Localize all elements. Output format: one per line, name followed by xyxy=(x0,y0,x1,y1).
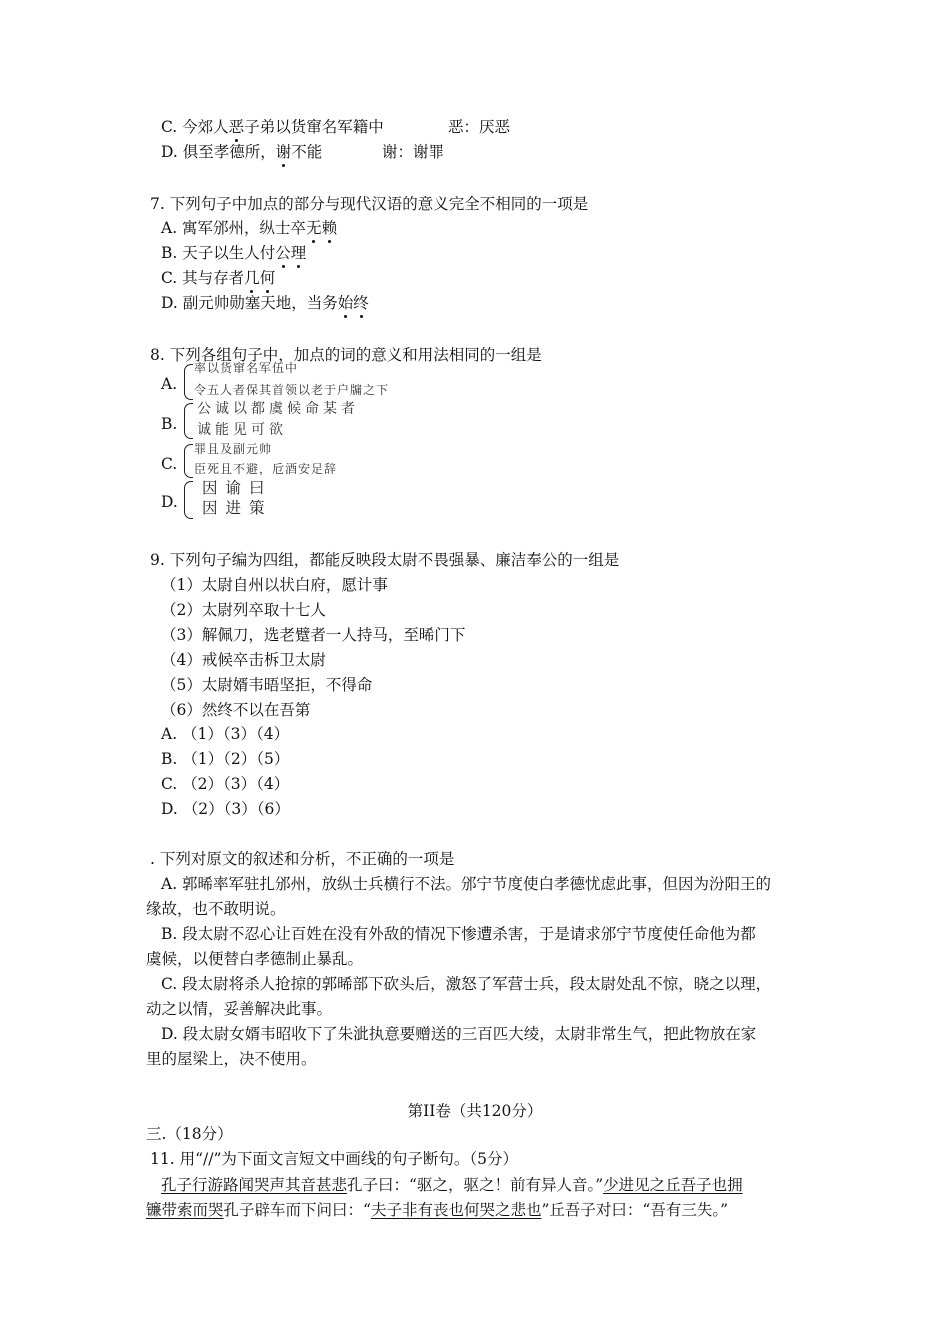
q9-item: （2）太尉列卒取十七人 xyxy=(161,601,326,619)
q7-stem: 7. 下列句子中加点的部分与现代汉语的意义完全不相同的一项是 xyxy=(150,195,589,213)
q10-option-c-line2: 动之以情，妥善解决此事。 xyxy=(146,1000,333,1018)
q9-option-b: B. （1）（2）（5） xyxy=(161,750,290,768)
q10-option-b-line1: B. 段太尉不忍心让百姓在没有外敌的情况下惨遭杀害，于是请求邠宁节度使任命他为都 xyxy=(161,925,756,943)
q11-passage-line2: 镰带索而哭孔子辟车而下问曰：“夫子非有丧也何哭之悲也”丘吾子对曰：“吾有三失。” xyxy=(146,1201,728,1219)
underlined-sentence: 夫子非有丧也何哭之悲也 xyxy=(370,1201,542,1219)
q8-option-d-line1: 因谕曰 xyxy=(202,479,273,497)
q8-option-d-line2: 因进策 xyxy=(202,499,273,517)
q11-passage-line1: 孔子行游路闻哭声其音甚悲孔子曰：“驱之，驱之！前有异人音。”少进见之丘吾子也拥 xyxy=(161,1176,743,1194)
brace xyxy=(184,481,193,519)
q6-option-c: C. 今郊人恶子弟以货窜名军籍中 xyxy=(161,118,384,136)
q10-option-d-line2: 里的屋梁上，决不使用。 xyxy=(146,1050,317,1068)
q9-option-a: A. （1）（3）（4） xyxy=(161,725,290,743)
q7-option-a: A. 寓军邠州，纵士卒无赖 xyxy=(161,219,338,237)
q10-option-b-line2: 虞候，以便替白孝德制止暴乱。 xyxy=(146,950,364,968)
q7-option-b: B. 天子以生人付公理 xyxy=(161,244,307,262)
q10-stem: . 下列对原文的叙述和分析，不正确的一项是 xyxy=(150,850,455,868)
dotted-char: 几 xyxy=(244,269,260,287)
q8-option-c-line1: 罪且及副元帅 xyxy=(194,442,273,456)
q8-option-a-label: A. xyxy=(161,375,178,393)
q10-option-c-line1: C. 段太尉将杀人抢掠的郭晞部下砍头后，激怒了军营士兵，段太尉处乱不惊，晓之以理， xyxy=(161,975,772,993)
q8-option-c-label: C. xyxy=(161,455,178,473)
q8-option-b-label: B. xyxy=(161,415,178,433)
q9-option-d: D. （2）（3）（6） xyxy=(161,800,290,818)
brace xyxy=(184,444,193,478)
q6-option-d-gloss: 谢：谢罪 xyxy=(382,143,445,161)
q9-item: （1）太尉自州以状白府，愿计事 xyxy=(161,576,388,594)
dotted-char: 公 xyxy=(275,244,291,262)
q8-option-b-line1: 公诚以都虞候命某者 xyxy=(197,401,359,417)
dotted-char: 理 xyxy=(290,244,307,262)
q8-option-a-line2: 令五人者保其首领以老于户牖之下 xyxy=(194,383,390,397)
dotted-char: 恶 xyxy=(228,118,245,136)
dotted-char: 终 xyxy=(353,294,369,312)
q8-option-d-label: D. xyxy=(161,493,178,511)
q7-option-c: C. 其与存者几何 xyxy=(161,269,276,287)
dotted-char: 无 xyxy=(306,219,322,237)
q10-option-d-line1: D. 段太尉女婿韦昭收下了朱泚执意要赠送的三百匹大绫，太尉非常生气，把此物放在家 xyxy=(161,1025,757,1043)
q9-item: （5）太尉婿韦晤坚拒，不得命 xyxy=(161,676,373,694)
brace xyxy=(184,403,193,439)
underlined-sentence: 少进见之丘吾子也拥 xyxy=(603,1176,743,1194)
q8-stem: 8. 下列各组句子中，加点的词的意义和用法相同的一组是 xyxy=(150,346,542,364)
q7-option-d: D. 副元帅勋塞天地，当务始终 xyxy=(161,294,369,312)
dotted-char: 赖 xyxy=(321,219,338,237)
part-two-title: 第II卷（共120分） xyxy=(407,1102,543,1120)
q8-option-a-line1: 率以货窜名军伍中 xyxy=(194,361,299,375)
q9-item: （3）解佩刀，选老躄者一人持马，至晞门下 xyxy=(161,626,466,644)
dotted-char: 何 xyxy=(259,269,276,287)
q9-stem: 9. 下列句子编为四组，都能反映段太尉不畏强暴、廉洁奉公的一组是 xyxy=(150,551,620,569)
q8-option-c-line2: 臣死且不避，卮酒安足辞 xyxy=(194,462,338,476)
q10-option-a-line1: A. 郭晞率军驻扎邠州，放纵士兵横行不法。邠宁节度使白孝德忧虑此事，但因为汾阳王的 xyxy=(161,875,772,893)
dotted-char: 始 xyxy=(337,294,354,312)
q6-option-d: D. 俱至孝德所，谢不能 xyxy=(161,143,323,161)
underlined-sentence: 镰带索而哭 xyxy=(146,1201,224,1219)
section-three-heading: 三.（18分） xyxy=(146,1125,233,1143)
q9-item: （4）戒候卒击柝卫太尉 xyxy=(161,651,326,669)
underlined-sentence: 孔子行游路闻哭声其音甚悲 xyxy=(161,1176,348,1194)
q10-option-a-line2: 缘故，也不敢明说。 xyxy=(146,900,286,918)
q9-item: （6）然终不以在吾第 xyxy=(161,701,311,719)
q11-stem: 11. 用“//”为下面文言短文中画线的句子断句。（5分） xyxy=(150,1150,518,1168)
brace xyxy=(184,364,193,400)
q8-option-b-line2: 诚能见可欲 xyxy=(197,422,287,438)
dotted-char: 谢 xyxy=(275,143,292,161)
q9-option-c: C. （2）（3）（4） xyxy=(161,775,290,793)
q6-option-c-gloss: 恶：厌恶 xyxy=(448,118,511,136)
